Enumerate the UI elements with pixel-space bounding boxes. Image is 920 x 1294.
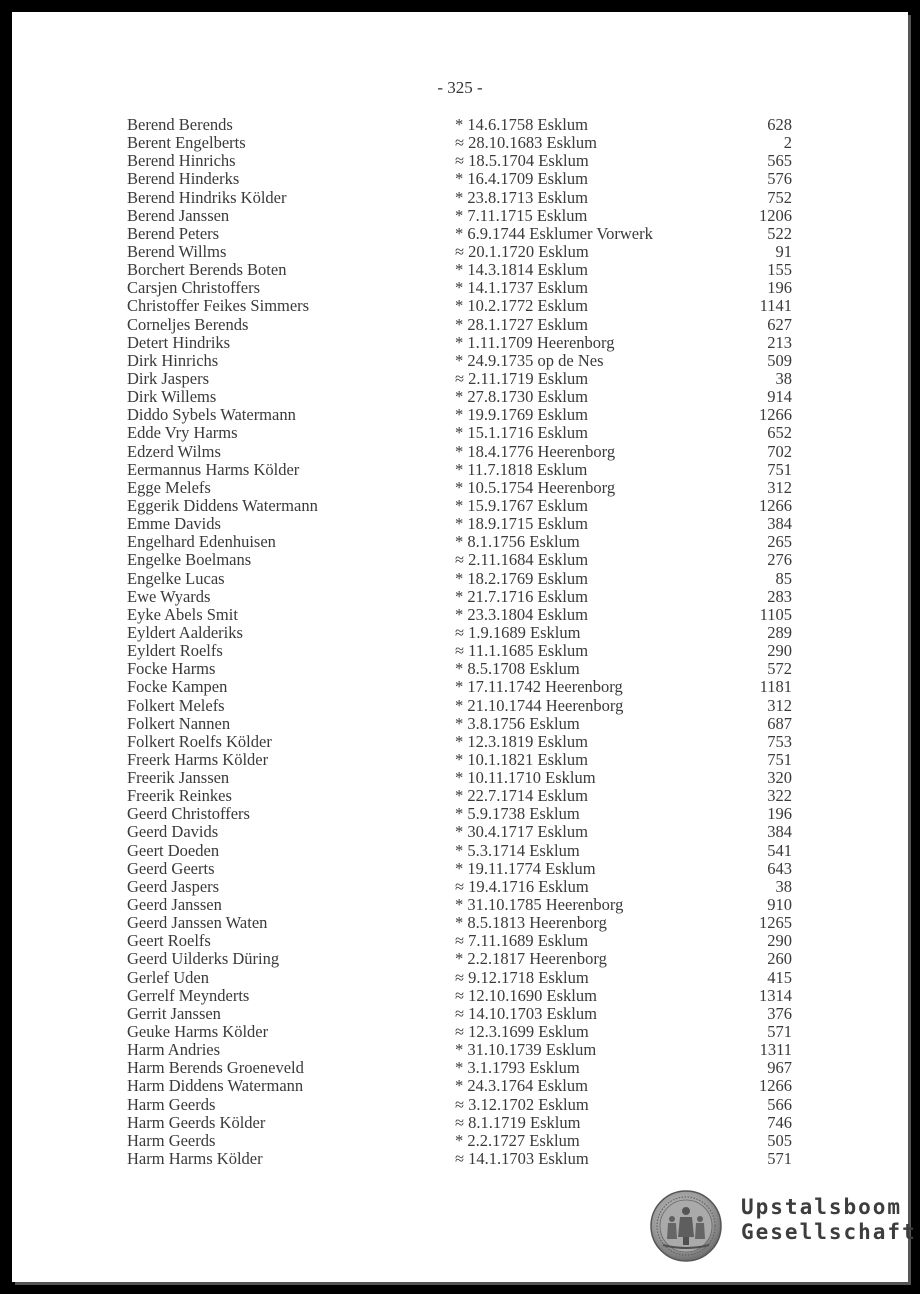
person-name: Berend Peters xyxy=(127,223,220,243)
person-name: Eyke Abels Smit xyxy=(127,604,238,624)
reference-number: 571 xyxy=(767,1149,792,1169)
event-date-place: * 23.3.1804 Esklum xyxy=(455,604,588,624)
register-row xyxy=(127,370,792,388)
register-row xyxy=(127,1077,792,1095)
register-row xyxy=(127,261,792,279)
person-name: Geert Doeden xyxy=(127,840,220,860)
register-row xyxy=(127,515,792,533)
person-name: Eyldert Roelfs xyxy=(127,641,223,661)
event-date-place: ≈ 28.10.1683 Esklum xyxy=(455,133,597,153)
register-row xyxy=(127,479,792,497)
register-row xyxy=(127,189,792,207)
reference-number: 1266 xyxy=(759,405,792,425)
person-name: Engelhard Edenhuisen xyxy=(127,532,276,552)
register-row xyxy=(127,170,792,188)
event-date-place: * 18.4.1776 Heerenborg xyxy=(455,441,616,461)
register-row xyxy=(127,1114,792,1132)
event-date-place: * 28.1.1727 Esklum xyxy=(455,314,588,334)
event-date-place: * 10.1.1821 Esklum xyxy=(455,749,588,769)
reference-number: 1266 xyxy=(759,1076,792,1096)
reference-number: 312 xyxy=(767,695,792,715)
person-name: Harm Andries xyxy=(127,1040,221,1060)
event-date-place: ≈ 3.12.1702 Esklum xyxy=(455,1094,589,1114)
person-name: Harm Geerds Kölder xyxy=(127,1112,266,1132)
person-name: Ewe Wyards xyxy=(127,586,211,606)
reference-number: 1266 xyxy=(759,495,792,515)
event-date-place: * 24.3.1764 Esklum xyxy=(455,1076,588,1096)
event-date-place: * 8.5.1813 Heerenborg xyxy=(455,913,607,933)
person-name: Harm Geerds xyxy=(127,1094,216,1114)
register-row xyxy=(127,533,792,551)
reference-number: 752 xyxy=(767,187,792,207)
event-date-place: * 18.9.1715 Esklum xyxy=(455,514,588,534)
event-date-place: * 10.5.1754 Heerenborg xyxy=(455,477,616,497)
register-row xyxy=(127,642,792,660)
event-date-place: * 14.1.1737 Esklum xyxy=(455,278,588,298)
reference-number: 628 xyxy=(767,115,792,134)
reference-number: 1265 xyxy=(759,913,792,933)
person-name: Eyldert Aalderiks xyxy=(127,622,243,642)
event-date-place: ≈ 18.5.1704 Esklum xyxy=(455,151,589,171)
person-name: Gerrit Janssen xyxy=(127,1003,221,1023)
person-name: Harm Geerds xyxy=(127,1130,216,1150)
reference-number: 702 xyxy=(767,441,792,461)
reference-number: 290 xyxy=(767,641,792,661)
reference-number: 283 xyxy=(767,586,792,606)
register-row xyxy=(127,733,792,751)
reference-number: 627 xyxy=(767,314,792,334)
reference-number: 643 xyxy=(767,858,792,878)
register-row xyxy=(127,207,792,225)
register-row xyxy=(127,297,792,315)
register-row xyxy=(127,1041,792,1059)
person-name: Berend Willms xyxy=(127,241,227,261)
register-row xyxy=(127,1005,792,1023)
person-name: Edde Vry Harms xyxy=(127,423,238,443)
register-row xyxy=(127,334,792,352)
reference-number: 38 xyxy=(775,368,792,388)
person-name: Berend Janssen xyxy=(127,205,230,225)
person-name: Focke Harms xyxy=(127,659,216,679)
register-row xyxy=(127,152,792,170)
person-name: Freerik Reinkes xyxy=(127,786,232,806)
event-date-place: ≈ 11.1.1685 Esklum xyxy=(455,641,589,661)
person-name: Eermannus Harms Kölder xyxy=(127,459,300,479)
reference-number: 541 xyxy=(767,840,792,860)
reference-number: 687 xyxy=(767,713,792,733)
reference-number: 265 xyxy=(767,532,792,552)
register-row xyxy=(127,1023,792,1041)
person-name: Corneljes Berends xyxy=(127,314,249,334)
register-row xyxy=(127,624,792,642)
society-logo xyxy=(649,1189,917,1267)
event-date-place: ≈ 8.1.1719 Esklum xyxy=(455,1112,581,1132)
register-row xyxy=(127,715,792,733)
register-row xyxy=(127,823,792,841)
person-name: Geerd Jaspers xyxy=(127,876,220,896)
event-date-place: * 21.10.1744 Heerenborg xyxy=(455,695,624,715)
event-date-place: * 19.11.1774 Esklum xyxy=(455,858,596,878)
register-row xyxy=(127,406,792,424)
reference-number: 276 xyxy=(767,550,792,570)
person-name: Edzerd Wilms xyxy=(127,441,221,461)
event-date-place: * 14.6.1758 Esklum xyxy=(455,115,588,134)
event-date-place: * 31.10.1739 Esklum xyxy=(455,1040,597,1060)
reference-number: 1105 xyxy=(759,604,792,624)
register-row xyxy=(127,660,792,678)
reference-number: 38 xyxy=(775,876,792,896)
society-name-line-2: Gesellschaft xyxy=(741,1220,917,1244)
person-name: Egge Melefs xyxy=(127,477,211,497)
person-name: Harm Berends Groeneveld xyxy=(127,1058,304,1078)
register-row xyxy=(127,225,792,243)
event-date-place: ≈ 20.1.1720 Esklum xyxy=(455,241,589,261)
reference-number: 415 xyxy=(767,967,792,987)
register-row xyxy=(127,805,792,823)
event-date-place: ≈ 14.10.1703 Esklum xyxy=(455,1003,597,1023)
event-date-place: * 15.1.1716 Esklum xyxy=(455,423,588,443)
person-name: Engelke Boelmans xyxy=(127,550,252,570)
reference-number: 213 xyxy=(767,332,792,352)
event-date-place: * 3.8.1756 Esklum xyxy=(455,713,580,733)
reference-number: 289 xyxy=(767,622,792,642)
reference-number: 312 xyxy=(767,477,792,497)
event-date-place: * 24.9.1735 op de Nes xyxy=(455,350,604,370)
reference-number: 196 xyxy=(767,278,792,298)
reference-number: 384 xyxy=(767,514,792,534)
reference-number: 196 xyxy=(767,804,792,824)
reference-number: 1311 xyxy=(759,1040,792,1060)
person-name: Geert Roelfs xyxy=(127,931,211,951)
event-date-place: * 8.5.1708 Esklum xyxy=(455,659,580,679)
register-row xyxy=(127,551,792,569)
event-date-place: * 5.9.1738 Esklum xyxy=(455,804,580,824)
reference-number: 576 xyxy=(767,169,792,189)
reference-number: 522 xyxy=(767,223,792,243)
event-date-place: * 18.2.1769 Esklum xyxy=(455,568,588,588)
event-date-place: * 12.3.1819 Esklum xyxy=(455,731,588,751)
register-row xyxy=(127,243,792,261)
register-row xyxy=(127,570,792,588)
person-name: Folkert Nannen xyxy=(127,713,231,733)
register-row xyxy=(127,497,792,515)
person-name: Geerd Geerts xyxy=(127,858,215,878)
person-name: Freerik Janssen xyxy=(127,768,230,788)
event-date-place: * 14.3.1814 Esklum xyxy=(455,260,588,280)
register-row xyxy=(127,969,792,987)
register-row xyxy=(127,842,792,860)
person-name: Geerd Janssen xyxy=(127,895,222,915)
reference-number: 753 xyxy=(767,731,792,751)
reference-number: 505 xyxy=(767,1130,792,1150)
reference-number: 566 xyxy=(767,1094,792,1114)
person-name: Harm Harms Kölder xyxy=(127,1149,263,1169)
reference-number: 322 xyxy=(767,786,792,806)
register-row xyxy=(127,678,792,696)
event-date-place: * 31.10.1785 Heerenborg xyxy=(455,895,624,915)
event-date-place: ≈ 14.1.1703 Esklum xyxy=(455,1149,589,1169)
event-date-place: * 5.3.1714 Esklum xyxy=(455,840,580,860)
register-row xyxy=(127,914,792,932)
register-row xyxy=(127,461,792,479)
reference-number: 376 xyxy=(767,1003,792,1023)
event-date-place: ≈ 12.3.1699 Esklum xyxy=(455,1022,589,1042)
person-name: Christoffer Feikes Simmers xyxy=(127,296,310,316)
event-date-place: * 2.2.1817 Heerenborg xyxy=(455,949,607,969)
page-number: - 325 - xyxy=(437,78,483,97)
register-row xyxy=(127,987,792,1005)
event-date-place: * 8.1.1756 Esklum xyxy=(455,532,580,552)
person-name: Borchert Berends Boten xyxy=(127,260,287,280)
reference-number: 85 xyxy=(775,568,792,588)
reference-number: 571 xyxy=(767,1022,792,1042)
society-name xyxy=(741,1195,917,1245)
person-name: Gerlef Uden xyxy=(127,967,210,987)
reference-number: 320 xyxy=(767,768,792,788)
event-date-place: * 1.11.1709 Heerenborg xyxy=(455,332,615,352)
register-row xyxy=(127,950,792,968)
society-name-line-1: Upstalsboom xyxy=(741,1195,903,1219)
document-page xyxy=(12,12,917,1282)
register-row xyxy=(127,878,792,896)
reference-number: 1141 xyxy=(759,296,792,316)
register-row xyxy=(127,606,792,624)
person-name: Diddo Sybels Watermann xyxy=(127,405,296,425)
reference-number: 155 xyxy=(767,260,792,280)
reference-number: 1181 xyxy=(759,677,792,697)
name-register xyxy=(127,116,792,1168)
person-name: Harm Diddens Watermann xyxy=(127,1076,304,1096)
person-name: Freerk Harms Kölder xyxy=(127,749,269,769)
reference-number: 967 xyxy=(767,1058,792,1078)
register-row xyxy=(127,316,792,334)
person-name: Detert Hindriks xyxy=(127,332,231,352)
event-date-place: * 6.9.1744 Esklumer Vorwerk xyxy=(455,223,653,243)
reference-number: 910 xyxy=(767,895,792,915)
event-date-place: * 21.7.1716 Esklum xyxy=(455,586,588,606)
person-name: Berent Engelberts xyxy=(127,133,246,153)
event-date-place: * 7.11.1715 Esklum xyxy=(455,205,588,225)
event-date-place: ≈ 1.9.1689 Esklum xyxy=(455,622,581,642)
reference-number: 751 xyxy=(767,749,792,769)
society-seal-icon xyxy=(649,1189,723,1263)
register-row xyxy=(127,134,792,152)
person-name: Gerrelf Meynderts xyxy=(127,985,250,1005)
reference-number: 1206 xyxy=(759,205,792,225)
register-row xyxy=(127,787,792,805)
person-name: Emme Davids xyxy=(127,514,221,534)
person-name: Dirk Hinrichs xyxy=(127,350,219,370)
event-date-place: * 22.7.1714 Esklum xyxy=(455,786,588,806)
register-row xyxy=(127,697,792,715)
event-date-place: * 11.7.1818 Esklum xyxy=(455,459,588,479)
register-row xyxy=(127,116,792,134)
reference-number: 652 xyxy=(767,423,792,443)
event-date-place: * 30.4.1717 Esklum xyxy=(455,822,588,842)
event-date-place: * 23.8.1713 Esklum xyxy=(455,187,588,207)
person-name: Geerd Janssen Waten xyxy=(127,913,268,933)
event-date-place: * 15.9.1767 Esklum xyxy=(455,495,588,515)
register-row xyxy=(127,1132,792,1150)
register-row xyxy=(127,1059,792,1077)
register-row xyxy=(127,388,792,406)
register-row xyxy=(127,1096,792,1114)
person-name: Engelke Lucas xyxy=(127,568,225,588)
event-date-place: ≈ 2.11.1719 Esklum xyxy=(455,368,589,388)
register-row xyxy=(127,860,792,878)
reference-number: 565 xyxy=(767,151,792,171)
event-date-place: * 10.11.1710 Esklum xyxy=(455,768,596,788)
register-row xyxy=(127,932,792,950)
event-date-place: ≈ 19.4.1716 Esklum xyxy=(455,876,589,896)
register-row xyxy=(127,1150,792,1168)
person-name: Carsjen Christoffers xyxy=(127,278,261,298)
reference-number: 509 xyxy=(767,350,792,370)
person-name: Folkert Roelfs Kölder xyxy=(127,731,272,751)
reference-number: 384 xyxy=(767,822,792,842)
register-row xyxy=(127,443,792,461)
person-name: Geerd Davids xyxy=(127,822,219,842)
person-name: Geuke Harms Kölder xyxy=(127,1022,269,1042)
event-date-place: * 10.2.1772 Esklum xyxy=(455,296,588,316)
reference-number: 751 xyxy=(767,459,792,479)
event-date-place: * 16.4.1709 Esklum xyxy=(455,169,588,189)
reference-number: 290 xyxy=(767,931,792,951)
person-name: Dirk Willems xyxy=(127,387,217,407)
reference-number: 1314 xyxy=(759,985,792,1005)
reference-number: 572 xyxy=(767,659,792,679)
person-name: Focke Kampen xyxy=(127,677,228,697)
person-name: Berend Hinrichs xyxy=(127,151,236,171)
person-name: Dirk Jaspers xyxy=(127,368,210,388)
register-row xyxy=(127,896,792,914)
register-row xyxy=(127,279,792,297)
event-date-place: * 17.11.1742 Heerenborg xyxy=(455,677,623,697)
person-name: Berend Hindriks Kölder xyxy=(127,187,287,207)
register-row xyxy=(127,424,792,442)
reference-number: 914 xyxy=(767,387,792,407)
register-row xyxy=(127,751,792,769)
event-date-place: ≈ 2.11.1684 Esklum xyxy=(455,550,589,570)
event-date-place: ≈ 12.10.1690 Esklum xyxy=(455,985,597,1005)
event-date-place: * 27.8.1730 Esklum xyxy=(455,387,588,407)
person-name: Berend Berends xyxy=(127,115,233,134)
event-date-place: ≈ 7.11.1689 Esklum xyxy=(455,931,589,951)
event-date-place: * 2.2.1727 Esklum xyxy=(455,1130,580,1150)
register-row xyxy=(127,588,792,606)
reference-number: 91 xyxy=(775,241,792,261)
event-date-place: ≈ 9.12.1718 Esklum xyxy=(455,967,589,987)
reference-number: 746 xyxy=(767,1112,792,1132)
register-row xyxy=(127,352,792,370)
register-row xyxy=(127,769,792,787)
person-name: Geerd Uilderks Düring xyxy=(127,949,280,969)
person-name: Folkert Melefs xyxy=(127,695,225,715)
event-date-place: * 19.9.1769 Esklum xyxy=(455,405,588,425)
person-name: Eggerik Diddens Watermann xyxy=(127,495,318,515)
reference-number: 260 xyxy=(767,949,792,969)
reference-number: 2 xyxy=(783,133,792,153)
event-date-place: * 3.1.1793 Esklum xyxy=(455,1058,580,1078)
person-name: Berend Hinderks xyxy=(127,169,240,189)
person-name: Geerd Christoffers xyxy=(127,804,250,824)
